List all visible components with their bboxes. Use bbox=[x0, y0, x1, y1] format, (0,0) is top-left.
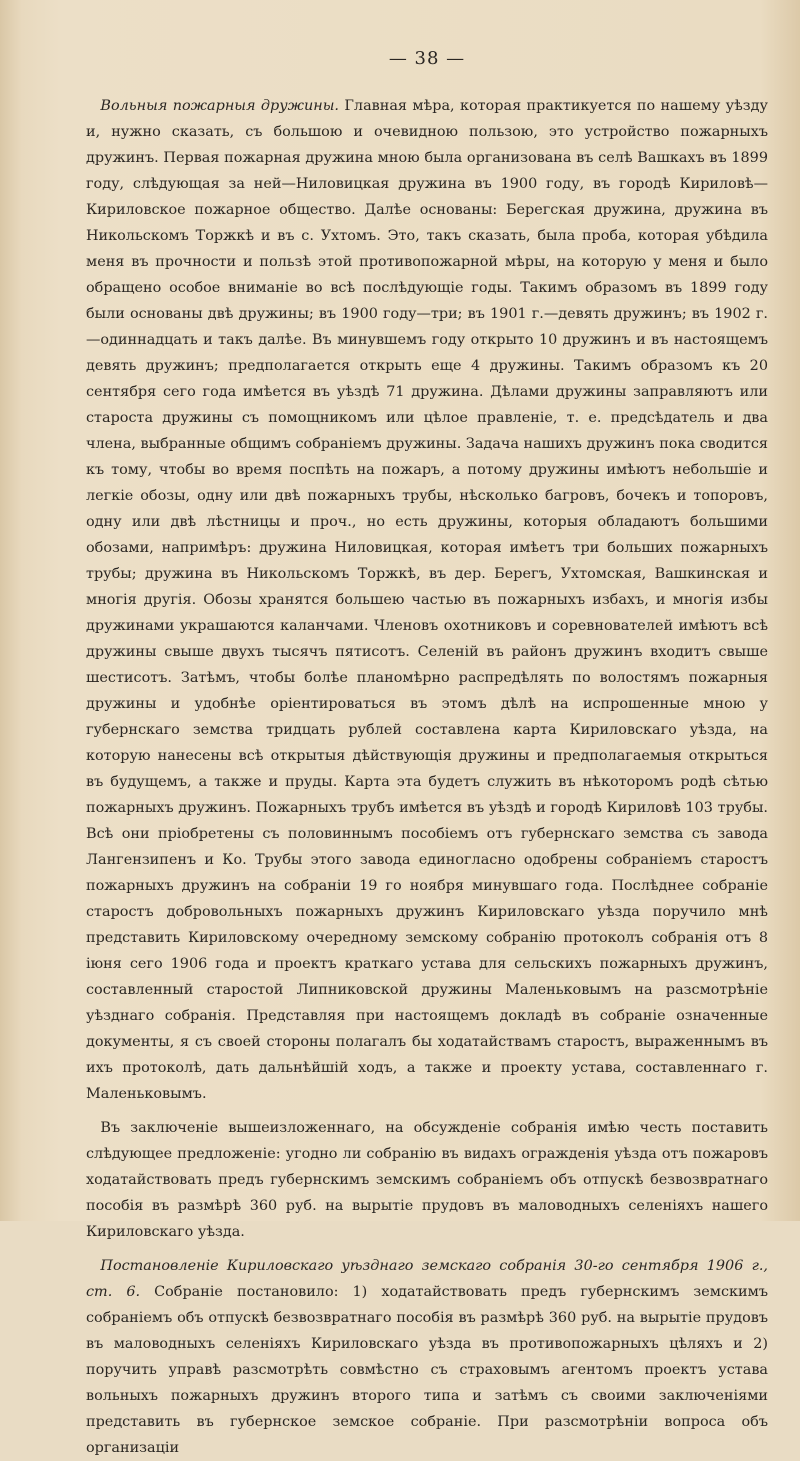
paragraph-body: Въ заключеніе вышеизложеннаго, на обсужденіе собранія имѣю честь поставить слѣдующее предложеніе: угодно ли собранію въ видахъ огражденія уѣзда отъ пожаровъ ходатайствовать предъ губернскимъ земскимъ собраніемъ объ отпускѣ безвозвратнаго пособія въ размѣрѣ 360 руб. на вырытіе прудовъ въ маловодныхъ селеніяхъ нашего Кириловскаго уѣзда. bbox=[86, 1120, 768, 1240]
paragraph-lead-title: Вольныя пожарныя дружины. bbox=[100, 98, 340, 114]
paragraph-body: Собраніе постановило: 1) ходатайствовать предъ губернскимъ земскимъ собраніемъ объ отпускѣ безвозвратнаго пособія въ размѣрѣ 360 руб. на вырытіе прудовъ въ маловодныхъ селеніяхъ Кириловскаго уѣзда въ противопожарныхъ цѣляхъ и 2) поручить управѣ разсмотрѣть совмѣстно съ страховымъ агентомъ проектъ устава вольныхъ пожарныхъ дружинъ второго типа и затѣмъ съ своими заключеніями представить въ губернское земское собраніе. При разсмотрѣніи вопроса объ организаціи bbox=[86, 1284, 768, 1456]
paragraph-conclusion-proposal bbox=[86, 1115, 768, 1245]
paragraph-volunteer-fire-brigades bbox=[86, 93, 768, 1107]
paragraph-assembly-resolution bbox=[86, 1253, 768, 1461]
page-number: — 38 — bbox=[388, 48, 466, 69]
paragraph-lead-title: Постановленіе Кириловскаго уѣзднаго земскаго собранія 30-го сентября 1906 г., ст. 6. bbox=[86, 1258, 768, 1300]
paragraph-body: Главная мѣра, которая практикуется по нашему уѣзду и, нужно сказать, съ большою и очевидною пользою, это устройство пожарныхъ дружинъ. Первая пожарная дружина мною была организована въ селѣ Вашкахъ въ 1899 году, слѣдующая за ней—Ниловицкая дружина въ 1900 году, въ городѣ Кириловѣ—Кириловское пожарное общество. Далѣе основаны: Берегская дружина, дружина въ Никольскомъ Торжкѣ и въ с. Ухтомъ. Это, такъ сказать, была проба, которая убѣдила меня въ прочности и пользѣ этой противопожарной мѣры, на которую у меня и было обращено особое вниманіе во всѣ послѣдующіе годы. Такимъ образомъ въ 1899 году были основаны двѣ дружины; въ 1900 году—три; въ 1901 г.—девять дружинъ; въ 1902 г.—одиннадцать и такъ далѣе. Въ минувшемъ году открыто 10 дружинъ и въ настоящемъ девять дружинъ; предполагается открыть еще 4 дружины. Такимъ образомъ къ 20 сентября сего года имѣется въ уѣздѣ 71 дружина. Дѣлами дружины заправляютъ или староста дружины съ помощникомъ или цѣлое правленіе, т. е. предсѣдатель и два члена, выбранные общимъ собраніемъ дружины. Задача нашихъ дружинъ пока сводится къ тому, чтобы во время поспѣть на пожаръ, а потому дружины имѣютъ небольшіе и легкіе обозы, одну или двѣ пожарныхъ трубы, нѣсколько багровъ, бочекъ и топоровъ, одну или двѣ лѣстницы и проч., но есть дружины, которыя обладаютъ большими обозами, напримѣръ: дружина Ниловицкая, которая имѣетъ три больших пожарныхъ трубы; дружина въ Никольскомъ Торжкѣ, въ дер. Берегъ, Ухтомская, Вашкинская и многія другія. Обозы хранятся большею частью въ пожарныхъ избахъ, и многія избы дружинами украшаются каланчами. Членовъ охотниковъ и соревнователей имѣютъ всѣ дружины свыше двухъ тысячъ пятисотъ. Селеній въ районъ дружинъ входитъ свыше шестисотъ. Затѣмъ, чтобы болѣе планомѣрно распредѣлять по волостямъ пожарныя дружины и удобнѣе оріентироваться въ этомъ дѣлѣ на испрошенные мною у губернскаго земства тридцать рублей составлена карта Кириловскаго уѣзда, на которую нанесены всѣ открытыя дѣйствующія дружины и предполагаемыя открыться въ будущемъ, а также и пруды. Карта эта будетъ служить въ нѣкоторомъ родѣ сѣтью пожарныхъ дружинъ. Пожарныхъ трубъ имѣется въ уѣздѣ и городѣ Кириловѣ 103 трубы. Всѣ они пріобретены съ половиннымъ пособіемъ отъ губернскаго земства съ завода Лангензипенъ и Ко. Трубы этого завода единогласно одобрены собраніемъ старостъ пожарныхъ дружинъ на собраніи 19 го ноября минувшаго года. Послѣднее собраніе старостъ добровольныхъ пожарныхъ дружинъ Кириловскаго уѣзда поручило мнѣ представить Кириловскому очередному земскому собранію протоколъ собранія отъ 8 іюня сего 1906 года и проектъ краткаго устава для сельскихъ пожарныхъ дружинъ, составленный старостой Липниковской дружины Маленьковымъ на разсмотрѣніе уѣзднаго собранія. Представляя при настоящемъ докладѣ въ собраніе означенные документы, я съ своей стороны полагалъ бы ходатайствамъ старостъ, выраженнымъ въ ихъ протоколѣ, дать дальнѣйшій ходъ, а также и проекту устава, составленнаго г. Маленьковымъ. bbox=[86, 98, 768, 1102]
